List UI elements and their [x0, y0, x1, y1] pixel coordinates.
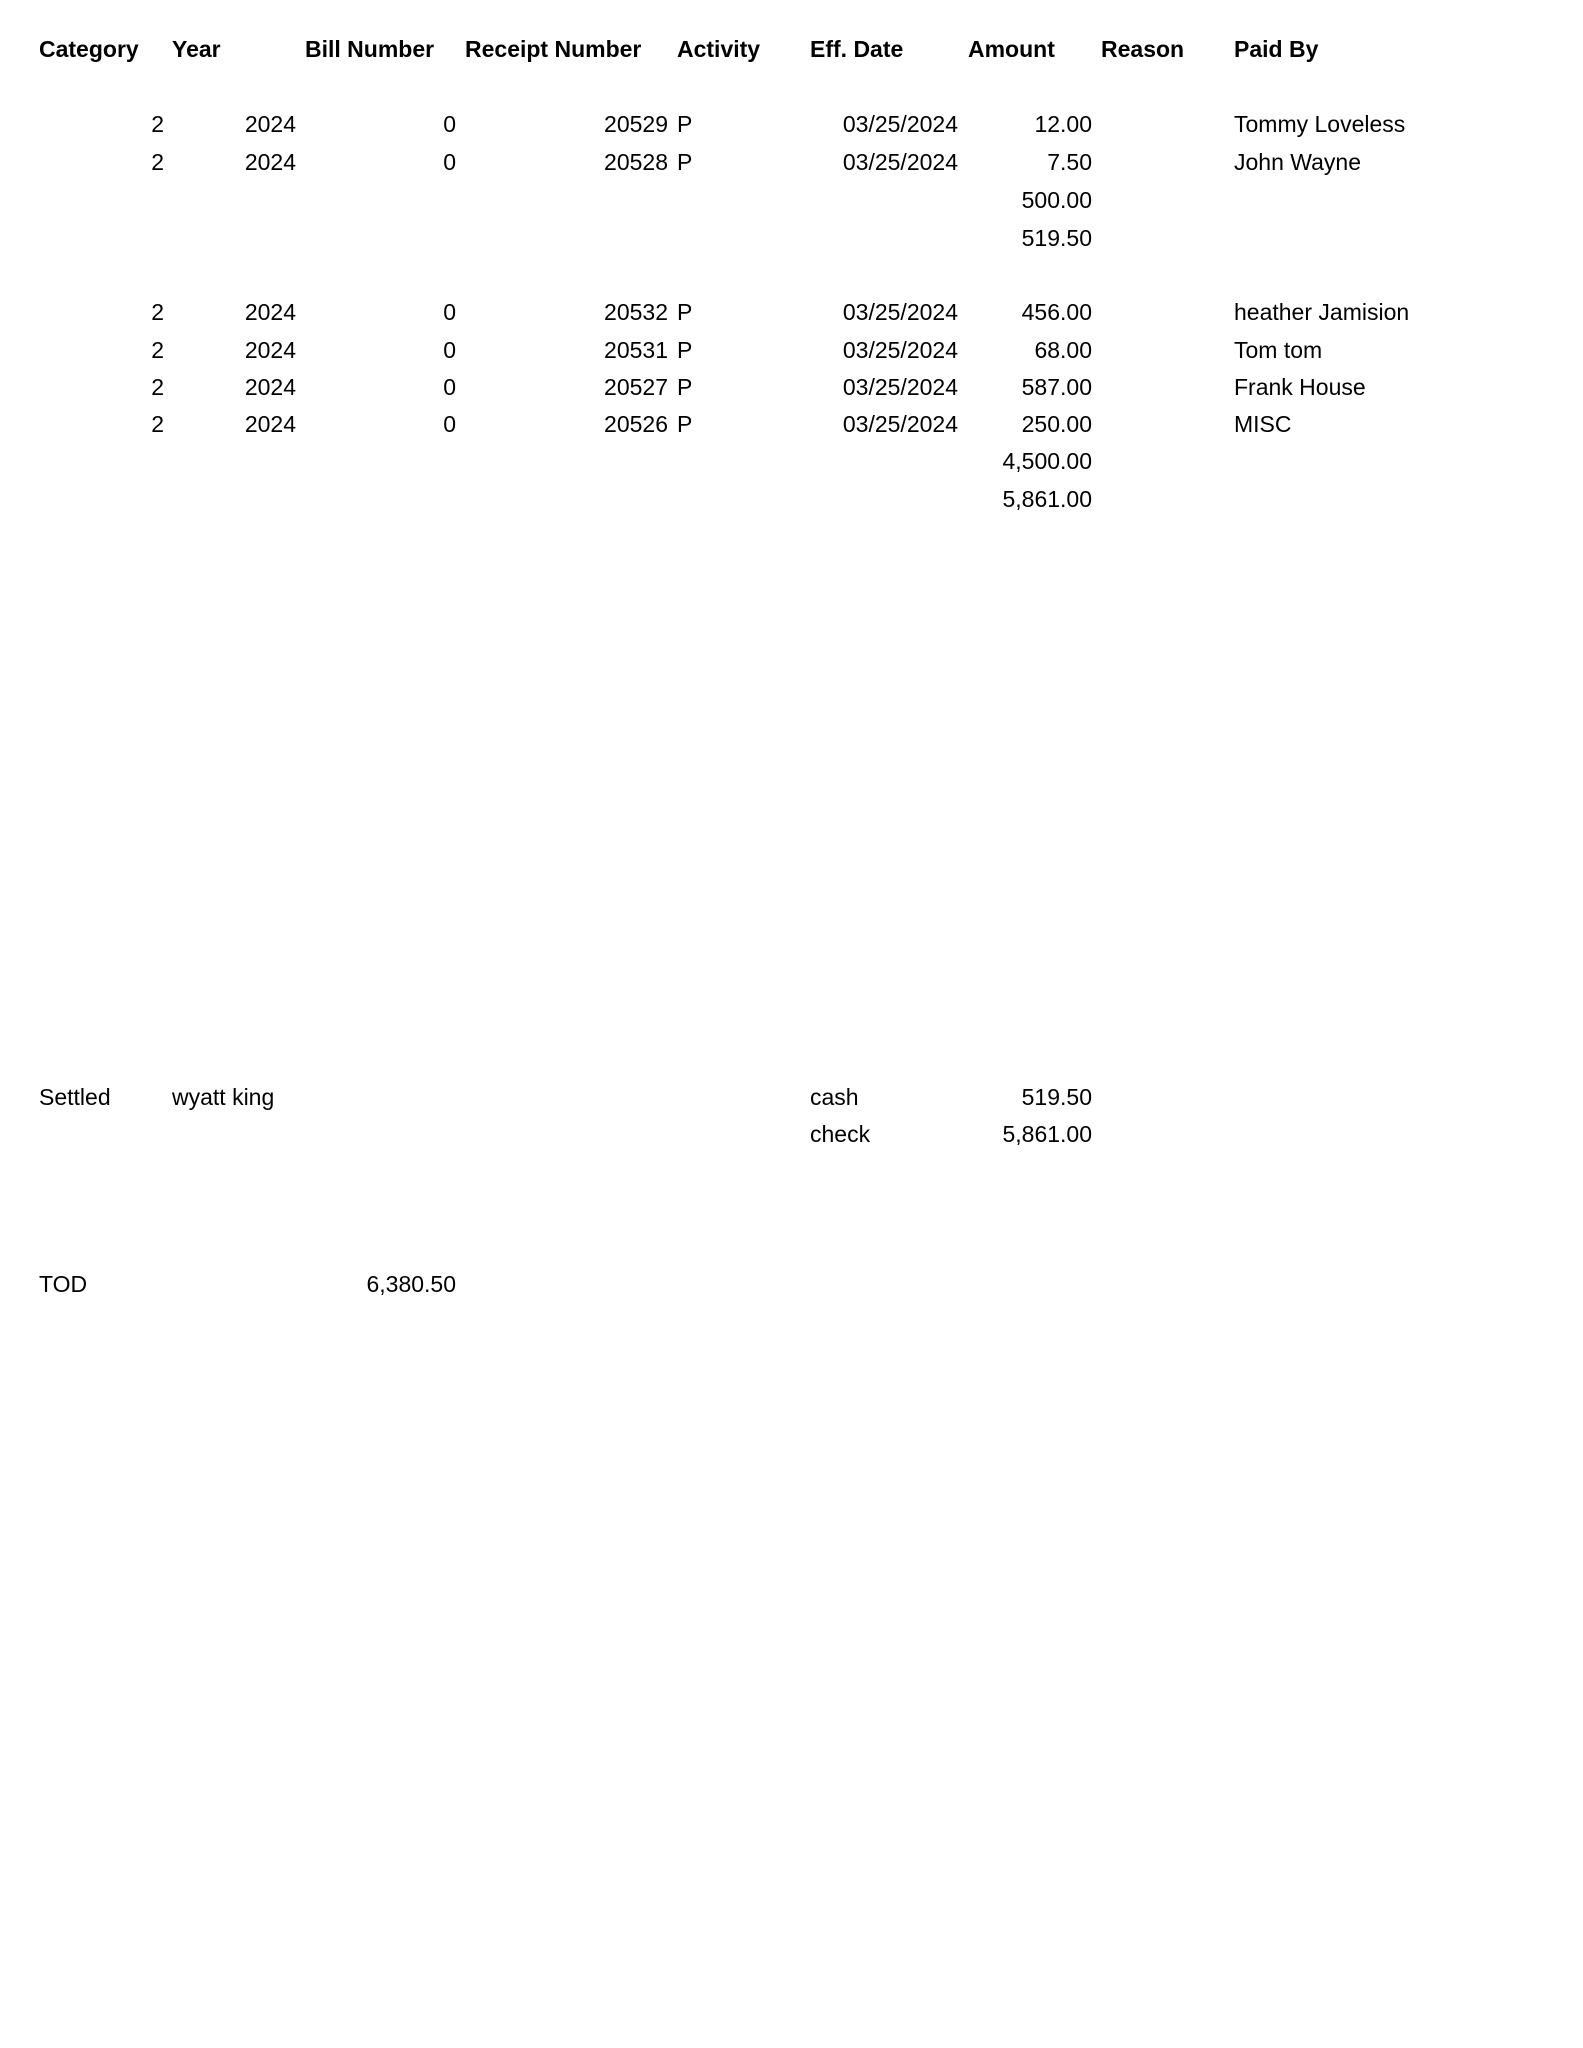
cash-amount: 519.50	[1021, 1084, 1092, 1110]
header-paid-by: Paid By	[1234, 36, 1319, 62]
amount-cell: 12.00	[1034, 111, 1092, 137]
check-label: check	[810, 1121, 871, 1147]
extra-amount: 4,500.00	[1002, 448, 1092, 474]
receipt-number-cell: 20527	[604, 374, 668, 400]
activity-cell: P	[677, 111, 693, 137]
amount-cell: 587.00	[1021, 374, 1092, 400]
amount-cell: 456.00	[1021, 299, 1092, 325]
paid-by-cell: MISC	[1234, 411, 1292, 437]
check-amount: 5,861.00	[1002, 1121, 1092, 1147]
category-cell: 2	[151, 299, 164, 325]
header-bill-number: Bill Number	[305, 36, 435, 62]
bill-number-cell: 0	[443, 299, 456, 325]
category-cell: 2	[151, 149, 164, 175]
subtotal-amount: 5,861.00	[1002, 486, 1092, 512]
receipt-number-cell: 20531	[604, 337, 668, 363]
header-amount: Amount	[968, 36, 1055, 62]
bill-number-cell: 0	[443, 149, 456, 175]
activity-cell: P	[677, 149, 693, 175]
eff-date-cell: 03/25/2024	[842, 149, 958, 175]
amount-cell: 68.00	[1034, 337, 1092, 363]
header-year: Year	[172, 36, 221, 62]
receipt-number-cell: 20532	[604, 299, 668, 325]
header-eff-date: Eff. Date	[810, 36, 904, 62]
category-cell: 2	[151, 374, 164, 400]
cash-label: cash	[810, 1084, 859, 1110]
receipt-number-cell: 20526	[604, 411, 668, 437]
paid-by-cell: John Wayne	[1234, 149, 1361, 175]
total-amount: 6,380.50	[366, 1271, 456, 1297]
settled-by: wyatt king	[172, 1084, 275, 1110]
header-activity: Activity	[677, 36, 761, 62]
bill-number-cell: 0	[443, 411, 456, 437]
year-cell: 2024	[244, 111, 296, 137]
amount-cell: 7.50	[1047, 149, 1092, 175]
receipt-number-cell: 20529	[604, 111, 668, 137]
year-cell: 2024	[244, 299, 296, 325]
paid-by-cell: heather Jamision	[1234, 299, 1410, 325]
header-category: Category	[39, 36, 139, 62]
activity-cell: P	[677, 299, 693, 325]
header-receipt-number: Receipt Number	[465, 36, 642, 62]
eff-date-cell: 03/25/2024	[842, 411, 958, 437]
bill-number-cell: 0	[443, 337, 456, 363]
total-label: TOD	[39, 1271, 88, 1297]
subtotal-amount: 519.50	[1021, 225, 1092, 251]
header-reason: Reason	[1101, 36, 1185, 62]
year-cell: 2024	[244, 374, 296, 400]
extra-amount: 500.00	[1021, 187, 1092, 213]
category-cell: 2	[151, 111, 164, 137]
activity-cell: P	[677, 337, 693, 363]
paid-by-cell: Tom tom	[1234, 337, 1323, 363]
activity-cell: P	[677, 374, 693, 400]
amount-cell: 250.00	[1021, 411, 1092, 437]
bill-number-cell: 0	[443, 374, 456, 400]
category-cell: 2	[151, 337, 164, 363]
activity-cell: P	[677, 411, 693, 437]
paid-by-cell: Tommy Loveless	[1234, 111, 1406, 137]
eff-date-cell: 03/25/2024	[842, 337, 958, 363]
year-cell: 2024	[244, 337, 296, 363]
category-cell: 2	[151, 411, 164, 437]
year-cell: 2024	[244, 411, 296, 437]
settled-label: Settled	[39, 1084, 111, 1110]
bill-number-cell: 0	[443, 111, 456, 137]
eff-date-cell: 03/25/2024	[842, 111, 958, 137]
receipt-number-cell: 20528	[604, 149, 668, 175]
year-cell: 2024	[244, 149, 296, 175]
eff-date-cell: 03/25/2024	[842, 299, 958, 325]
paid-by-cell: Frank House	[1234, 374, 1366, 400]
eff-date-cell: 03/25/2024	[842, 374, 958, 400]
